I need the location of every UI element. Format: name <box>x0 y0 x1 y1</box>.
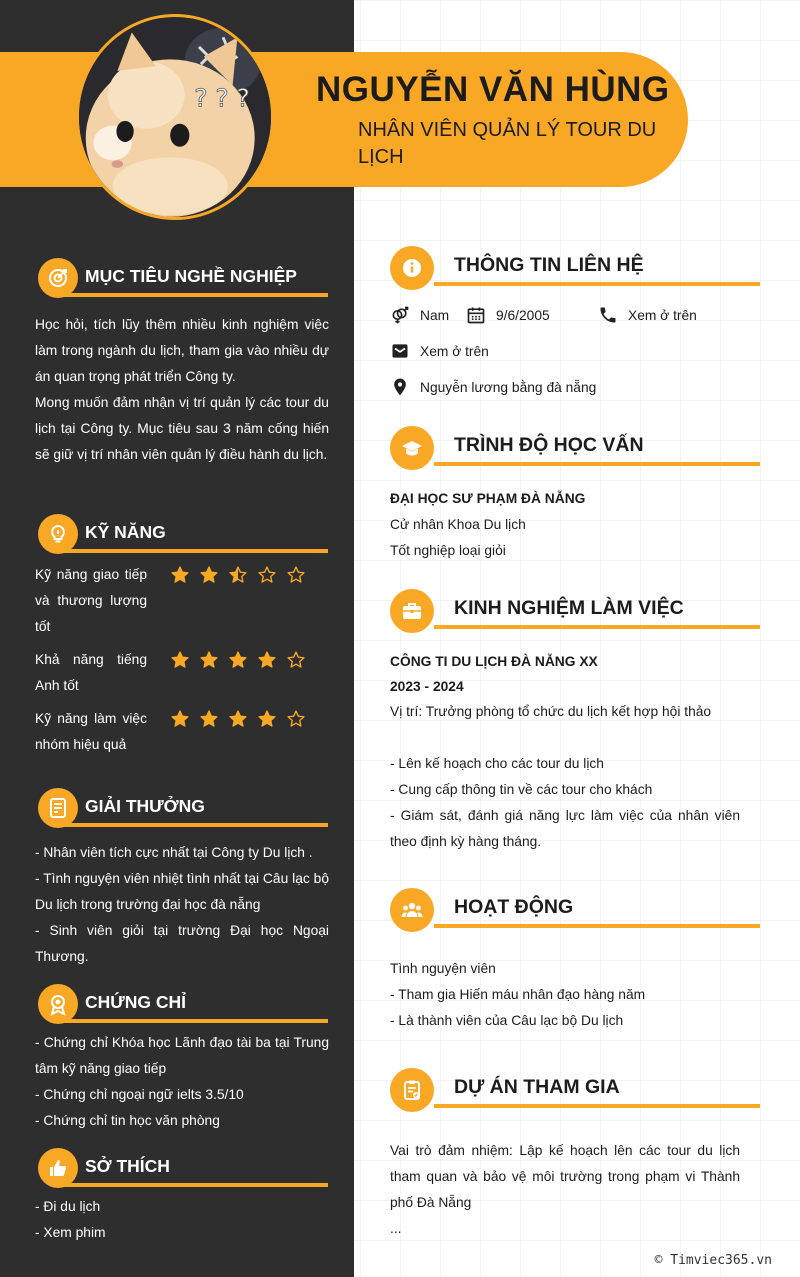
star-icon <box>285 709 307 729</box>
star-icon <box>227 565 249 585</box>
star-icon <box>256 650 278 670</box>
phone-value: Xem ở trên <box>628 307 697 323</box>
certificate-line: - Chứng chỉ tin học văn phòng <box>35 1113 220 1128</box>
certificates-header <box>38 984 328 1028</box>
awards-title: GIẢI THƯỞNG <box>85 796 205 816</box>
blank-line <box>390 725 740 751</box>
calendar-icon <box>466 305 486 325</box>
star-icon <box>169 709 191 729</box>
objective-header <box>38 258 328 302</box>
education-header <box>390 426 760 474</box>
briefcase-icon <box>390 589 434 633</box>
education-title: TRÌNH ĐỘ HỌC VẤN <box>454 434 644 456</box>
projects-title: DỰ ÁN THAM GIA <box>454 1076 620 1098</box>
duty-line: - Lên kế hoạch cho các tour du lịch <box>390 756 604 771</box>
lightbulb-icon <box>38 514 78 554</box>
school-name: ĐẠI HỌC SƯ PHẠM ĐÀ NẴNG <box>390 491 586 506</box>
star-icon <box>198 565 220 585</box>
section-divider <box>60 1183 328 1187</box>
contact-title: THÔNG TIN LIÊN HỆ <box>454 254 644 276</box>
duty-line: - Cung cấp thông tin về các tour cho khách <box>390 782 653 797</box>
section-divider <box>60 823 328 827</box>
section-divider <box>434 924 760 928</box>
project-line: ... <box>390 1221 402 1236</box>
hobbies-title: SỞ THÍCH <box>85 1156 170 1176</box>
work-period: 2023 - 2024 <box>390 679 464 694</box>
skill-name: Kỹ năng làm việc nhóm hiệu quả <box>35 711 147 752</box>
email-icon <box>390 341 410 361</box>
education-text <box>390 486 740 564</box>
star-icon <box>256 709 278 729</box>
section-divider <box>434 625 760 629</box>
star-icon <box>285 565 307 585</box>
watermark: © Timviec365.vn <box>654 1253 772 1268</box>
clipboard-check-icon <box>390 1068 434 1112</box>
contact-birthday <box>466 305 550 325</box>
phone-icon <box>598 305 618 325</box>
objective-paragraph: Mong muốn đảm nhận vị trí quản lý các tour du lịch tại Công ty. Mục tiêu sau 3 năm cống hiến sẽ giữ vị trí nhân viên quản lý điều hành du lịch. <box>35 395 329 462</box>
hobby-line: - Đi du lịch <box>35 1199 101 1214</box>
activity-line: - Tham gia Hiến máu nhân đạo hàng năm <box>390 987 646 1002</box>
contact-phone <box>598 305 697 325</box>
award-line: - Nhân viên tích cực nhất tại Công ty Du lịch . <box>35 845 313 860</box>
skills-title: KỸ NĂNG <box>85 522 166 542</box>
activities-text <box>390 956 740 1034</box>
address-value: Nguyễn lương bằng đà nẵng <box>420 379 597 395</box>
company-name: CÔNG TI DU LỊCH ĐÀ NẴNG XX <box>390 654 598 669</box>
activities-title: HOẠT ĐỘNG <box>454 896 574 918</box>
duty-line: - Giám sát, đánh giá năng lực làm việc của nhân viên theo định kỳ hàng tháng. <box>390 808 740 849</box>
award-line: - Tình nguyện viên nhiệt tình nhất tại Câu lạc bộ Du lịch trong trường đại học đà nẵng <box>35 871 329 912</box>
hobby-line: - Xem phim <box>35 1225 106 1240</box>
certificate-line: - Chứng chỉ Khóa học Lãnh đạo tài ba tại Trung tâm kỹ năng giao tiếp <box>35 1035 329 1076</box>
map-pin-icon <box>390 377 410 397</box>
section-divider <box>60 549 328 553</box>
avatar <box>76 14 274 220</box>
experience-text <box>390 649 740 855</box>
contact-email <box>390 341 489 361</box>
info-icon <box>390 246 434 290</box>
objective-text <box>35 312 329 468</box>
skill-rating <box>169 565 307 585</box>
experience-header <box>390 589 760 637</box>
certificate-line: - Chứng chỉ ngoại ngữ ielts 3.5/10 <box>35 1087 244 1102</box>
target-icon <box>38 258 78 298</box>
education-line: Tốt nghiệp loại giỏi <box>390 543 506 558</box>
birthday-value: 9/6/2005 <box>496 307 550 323</box>
section-divider <box>434 1104 760 1108</box>
section-divider <box>434 462 760 466</box>
medal-icon <box>38 984 78 1024</box>
work-position: Vị trí: Trưởng phòng tổ chức du lịch kết hợp hội thảo <box>390 704 712 719</box>
email-value: Xem ở trên <box>420 343 489 359</box>
activities-header <box>390 888 760 936</box>
thumbs-up-icon <box>38 1148 78 1188</box>
star-icon <box>198 650 220 670</box>
skill-name: Kỹ năng giao tiếp và thương lượng tốt <box>35 567 147 634</box>
contact-address <box>390 377 596 397</box>
avatar-overlay-text: ? ? ? <box>194 83 250 113</box>
activity-line: Tình nguyện viên <box>390 961 496 976</box>
award-line: - Sinh viên giỏi tại trường Đại học Ngoại Thương. <box>35 923 329 964</box>
group-icon <box>390 888 434 932</box>
star-icon <box>227 709 249 729</box>
hobbies-text <box>35 1194 329 1246</box>
skills-header <box>38 514 328 558</box>
awards-text <box>35 840 329 970</box>
skill-name: Khả năng tiếng Anh tốt <box>35 652 147 693</box>
objective-title: MỤC TIÊU NGHỀ NGHIỆP <box>85 266 297 286</box>
star-icon <box>169 565 191 585</box>
star-icon <box>227 650 249 670</box>
awards-header <box>38 788 328 832</box>
skill-rating <box>169 709 307 729</box>
star-icon <box>198 709 220 729</box>
job-title: NHÂN VIÊN QUẢN LÝ TOUR DU LỊCH <box>358 119 657 168</box>
certificates-title: CHỨNG CHỈ <box>85 992 187 1012</box>
gender-value: Nam <box>420 307 450 323</box>
section-divider <box>434 282 760 286</box>
project-line: Vai trò đảm nhiệm: Lập kế hoạch lên các tour du lịch tham quan và bảo vệ môi trường trong phạm vi Thành phố Đà Nẵng <box>390 1143 740 1210</box>
contact-header <box>390 246 760 294</box>
section-divider <box>60 1019 328 1023</box>
section-divider <box>60 293 328 297</box>
activity-line: - Là thành viên của Câu lạc bộ Du lịch <box>390 1013 624 1028</box>
certificate-doc-icon <box>38 788 78 828</box>
gender-icon <box>390 305 410 325</box>
contact-gender <box>390 305 449 325</box>
hobbies-header <box>38 1148 328 1192</box>
projects-header <box>390 1068 760 1116</box>
education-line: Cử nhân Khoa Du lịch <box>390 517 526 532</box>
candidate-name: NGUYỄN VĂN HÙNG <box>316 70 670 109</box>
star-icon <box>285 650 307 670</box>
experience-title: KINH NGHIỆM LÀM VIỆC <box>454 597 684 619</box>
objective-paragraph: Học hỏi, tích lũy thêm nhiều kinh nghiệm việc làm trong ngành du lịch, tham gia vào nhiều dự án quan trọng phát triển Công ty. <box>35 317 329 384</box>
star-icon <box>256 565 278 585</box>
star-icon <box>169 650 191 670</box>
graduation-cap-icon <box>390 426 434 470</box>
skill-rating <box>169 650 307 670</box>
projects-text <box>390 1138 740 1242</box>
certificates-text <box>35 1030 329 1134</box>
